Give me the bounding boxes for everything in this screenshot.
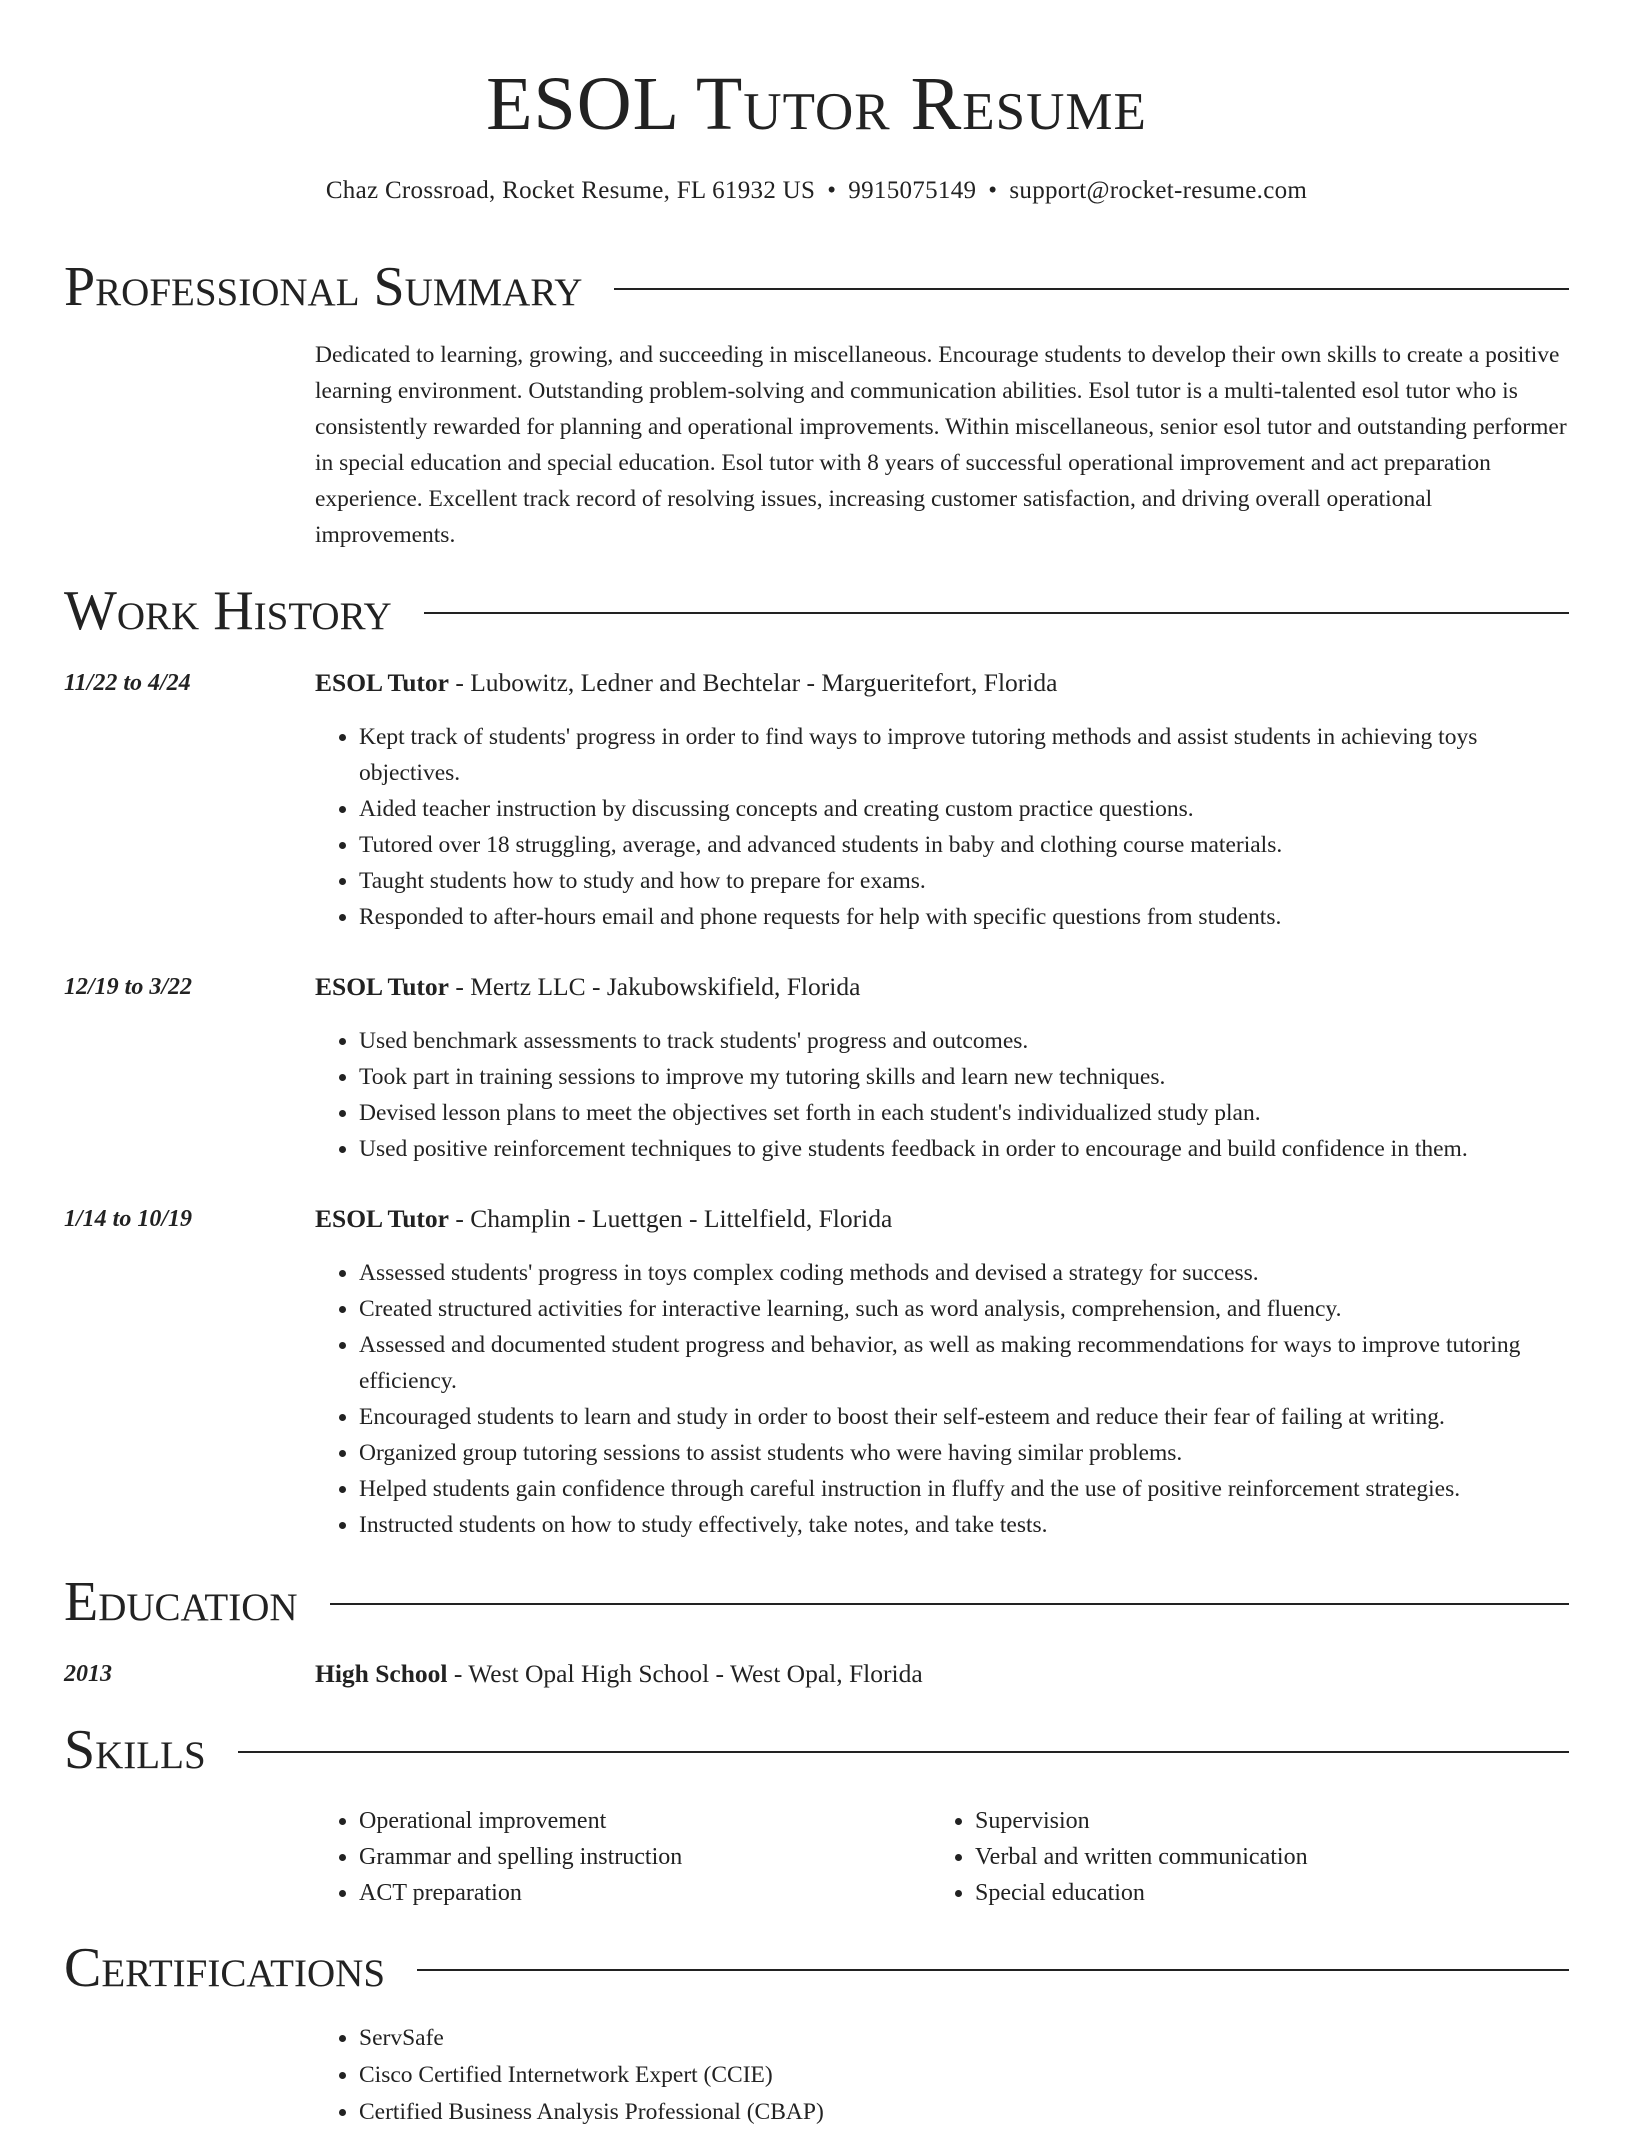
job-details: - Mertz LLC - Jakubowskifield, Florida — [448, 972, 861, 1001]
list-item: • ACT preparation — [359, 1875, 931, 1911]
list-item: • Instructed students on how to study effectively, take notes, and take tests. — [359, 1507, 1569, 1543]
list-item: • Used benchmark assessments to track students' progress and outcomes. — [359, 1023, 1569, 1059]
summary-text: Dedicated to learning, growing, and succeeding in miscellaneous. Encourage students to develop their own skills to create a positive learning environment. Outstanding problem-solving and communication abilities. Esol tutor is a multi-talented esol tutor who is consistently rewarded for planning and operational improvements. Within miscellaneous, senior esol tutor and outstanding performer in special education and special education. Esol tutor with 8 years of successful operational improvement and act preparation experience. Excellent track record of resolving issues, increasing customer satisfaction, and driving overall operational improvements. — [315, 342, 1567, 548]
list-item: • Certified Business Analysis Professional (CBAP) — [359, 2094, 1569, 2131]
list-item: • Aided teacher instruction by discussing concepts and creating custom practice questions. — [359, 791, 1569, 827]
job-title: ESOL Tutor — [315, 668, 449, 697]
section-title-skills: Skills — [64, 1719, 206, 1781]
job-details: - Champlin - Luettgen - Littelfield, Florida — [448, 1204, 893, 1233]
contact-separator: • — [988, 177, 998, 204]
contact-address: Chaz Crossroad, Rocket Resume, FL 61932 US — [325, 177, 816, 204]
contact-separator: • — [827, 177, 837, 204]
section-heading-work-history — [64, 578, 1569, 644]
list-item: • Created structured activities for interactive learning, such as word analysis, comprehension, and fluency. — [359, 1291, 1569, 1327]
list-item: • Assessed and documented student progress and behavior, as well as making recommendations for ways to improve tutoring efficiency. — [359, 1327, 1569, 1399]
job-bullets — [315, 719, 1569, 935]
education-degree: High School — [315, 1659, 448, 1688]
section-divider — [330, 1603, 1569, 1605]
section-heading-skills — [64, 1717, 1569, 1783]
section-divider — [238, 1751, 1569, 1753]
section-heading-education — [64, 1569, 1569, 1635]
skills-list-right — [931, 1803, 1547, 1911]
job-heading — [315, 665, 1569, 701]
skills-list-left — [315, 1803, 931, 1911]
job-bullets — [315, 1023, 1569, 1167]
contact-email: support@rocket-resume.com — [1009, 177, 1308, 204]
list-item: • Tutored over 18 struggling, average, and advanced students in baby and clothing course materials. — [359, 827, 1569, 863]
list-item: • ServSafe — [359, 2020, 1569, 2057]
job-dates: 11/22 to 4/24 — [64, 670, 191, 696]
resume-title: ESOL Tutor Resume — [486, 62, 1147, 146]
section-divider — [424, 612, 1569, 614]
list-item: • Encouraged students to learn and study in order to boost their self-esteem and reduce their fear of failing at writing. — [359, 1399, 1569, 1435]
list-item: • Responded to after-hours email and phone requests for help with specific questions from students. — [359, 899, 1569, 935]
section-divider — [614, 288, 1569, 290]
section-divider — [417, 1969, 1569, 1971]
list-item: • Assessed students' progress in toys complex coding methods and devised a strategy for success. — [359, 1255, 1569, 1291]
education-details: - West Opal High School - West Opal, Florida — [447, 1659, 923, 1688]
job-heading — [315, 969, 1569, 1005]
education-year: 2013 — [64, 1661, 112, 1687]
job-dates: 1/14 to 10/19 — [64, 1206, 193, 1232]
list-item: • Used positive reinforcement techniques to give students feedback in order to encourage and build confidence in them. — [359, 1131, 1569, 1167]
list-item: • Operational improvement — [359, 1803, 931, 1839]
education-heading — [315, 1656, 1569, 1692]
list-item: • Organized group tutoring sessions to assist students who were having similar problems. — [359, 1435, 1569, 1471]
section-title-summary: Professional Summary — [64, 256, 583, 318]
contact-line — [64, 174, 1569, 208]
job-heading — [315, 1201, 1569, 1237]
list-item: • Taught students how to study and how to prepare for exams. — [359, 863, 1569, 899]
skills-grid — [315, 1803, 1569, 1911]
section-title-work-history: Work History — [64, 580, 392, 642]
list-item: • Special education — [975, 1875, 1547, 1911]
contact-phone: 9915075149 — [848, 177, 977, 204]
job-bullets — [315, 1255, 1569, 1543]
list-item: • Helped students gain confidence through careful instruction in fluffy and the use of positive reinforcement strategies. — [359, 1471, 1569, 1507]
list-item: • Grammar and spelling instruction — [359, 1839, 931, 1875]
job-details: - Lubowitz, Ledner and Bechtelar - Margueritefort, Florida — [448, 668, 1058, 697]
list-item: • Took part in training sessions to improve my tutoring skills and learn new techniques. — [359, 1059, 1569, 1095]
list-item: • Verbal and written communication — [975, 1839, 1547, 1875]
section-heading-certifications — [64, 1935, 1569, 2001]
list-item: • Cisco Certified Internetwork Expert (CCIE) — [359, 2057, 1569, 2094]
section-heading-summary — [64, 254, 1569, 320]
job-dates: 12/19 to 3/22 — [64, 974, 193, 1000]
section-title-education: Education — [64, 1571, 298, 1633]
certifications-list — [315, 2020, 1569, 2131]
section-title-certifications: Certifications — [64, 1937, 386, 1999]
job-title: ESOL Tutor — [315, 972, 449, 1001]
job-title: ESOL Tutor — [315, 1204, 449, 1233]
list-item: • Supervision — [975, 1803, 1547, 1839]
list-item: • Devised lesson plans to meet the objectives set forth in each student's individualized study plan. — [359, 1095, 1569, 1131]
list-item: • Kept track of students' progress in order to find ways to improve tutoring methods and assist students in achieving toys objectives. — [359, 719, 1569, 791]
